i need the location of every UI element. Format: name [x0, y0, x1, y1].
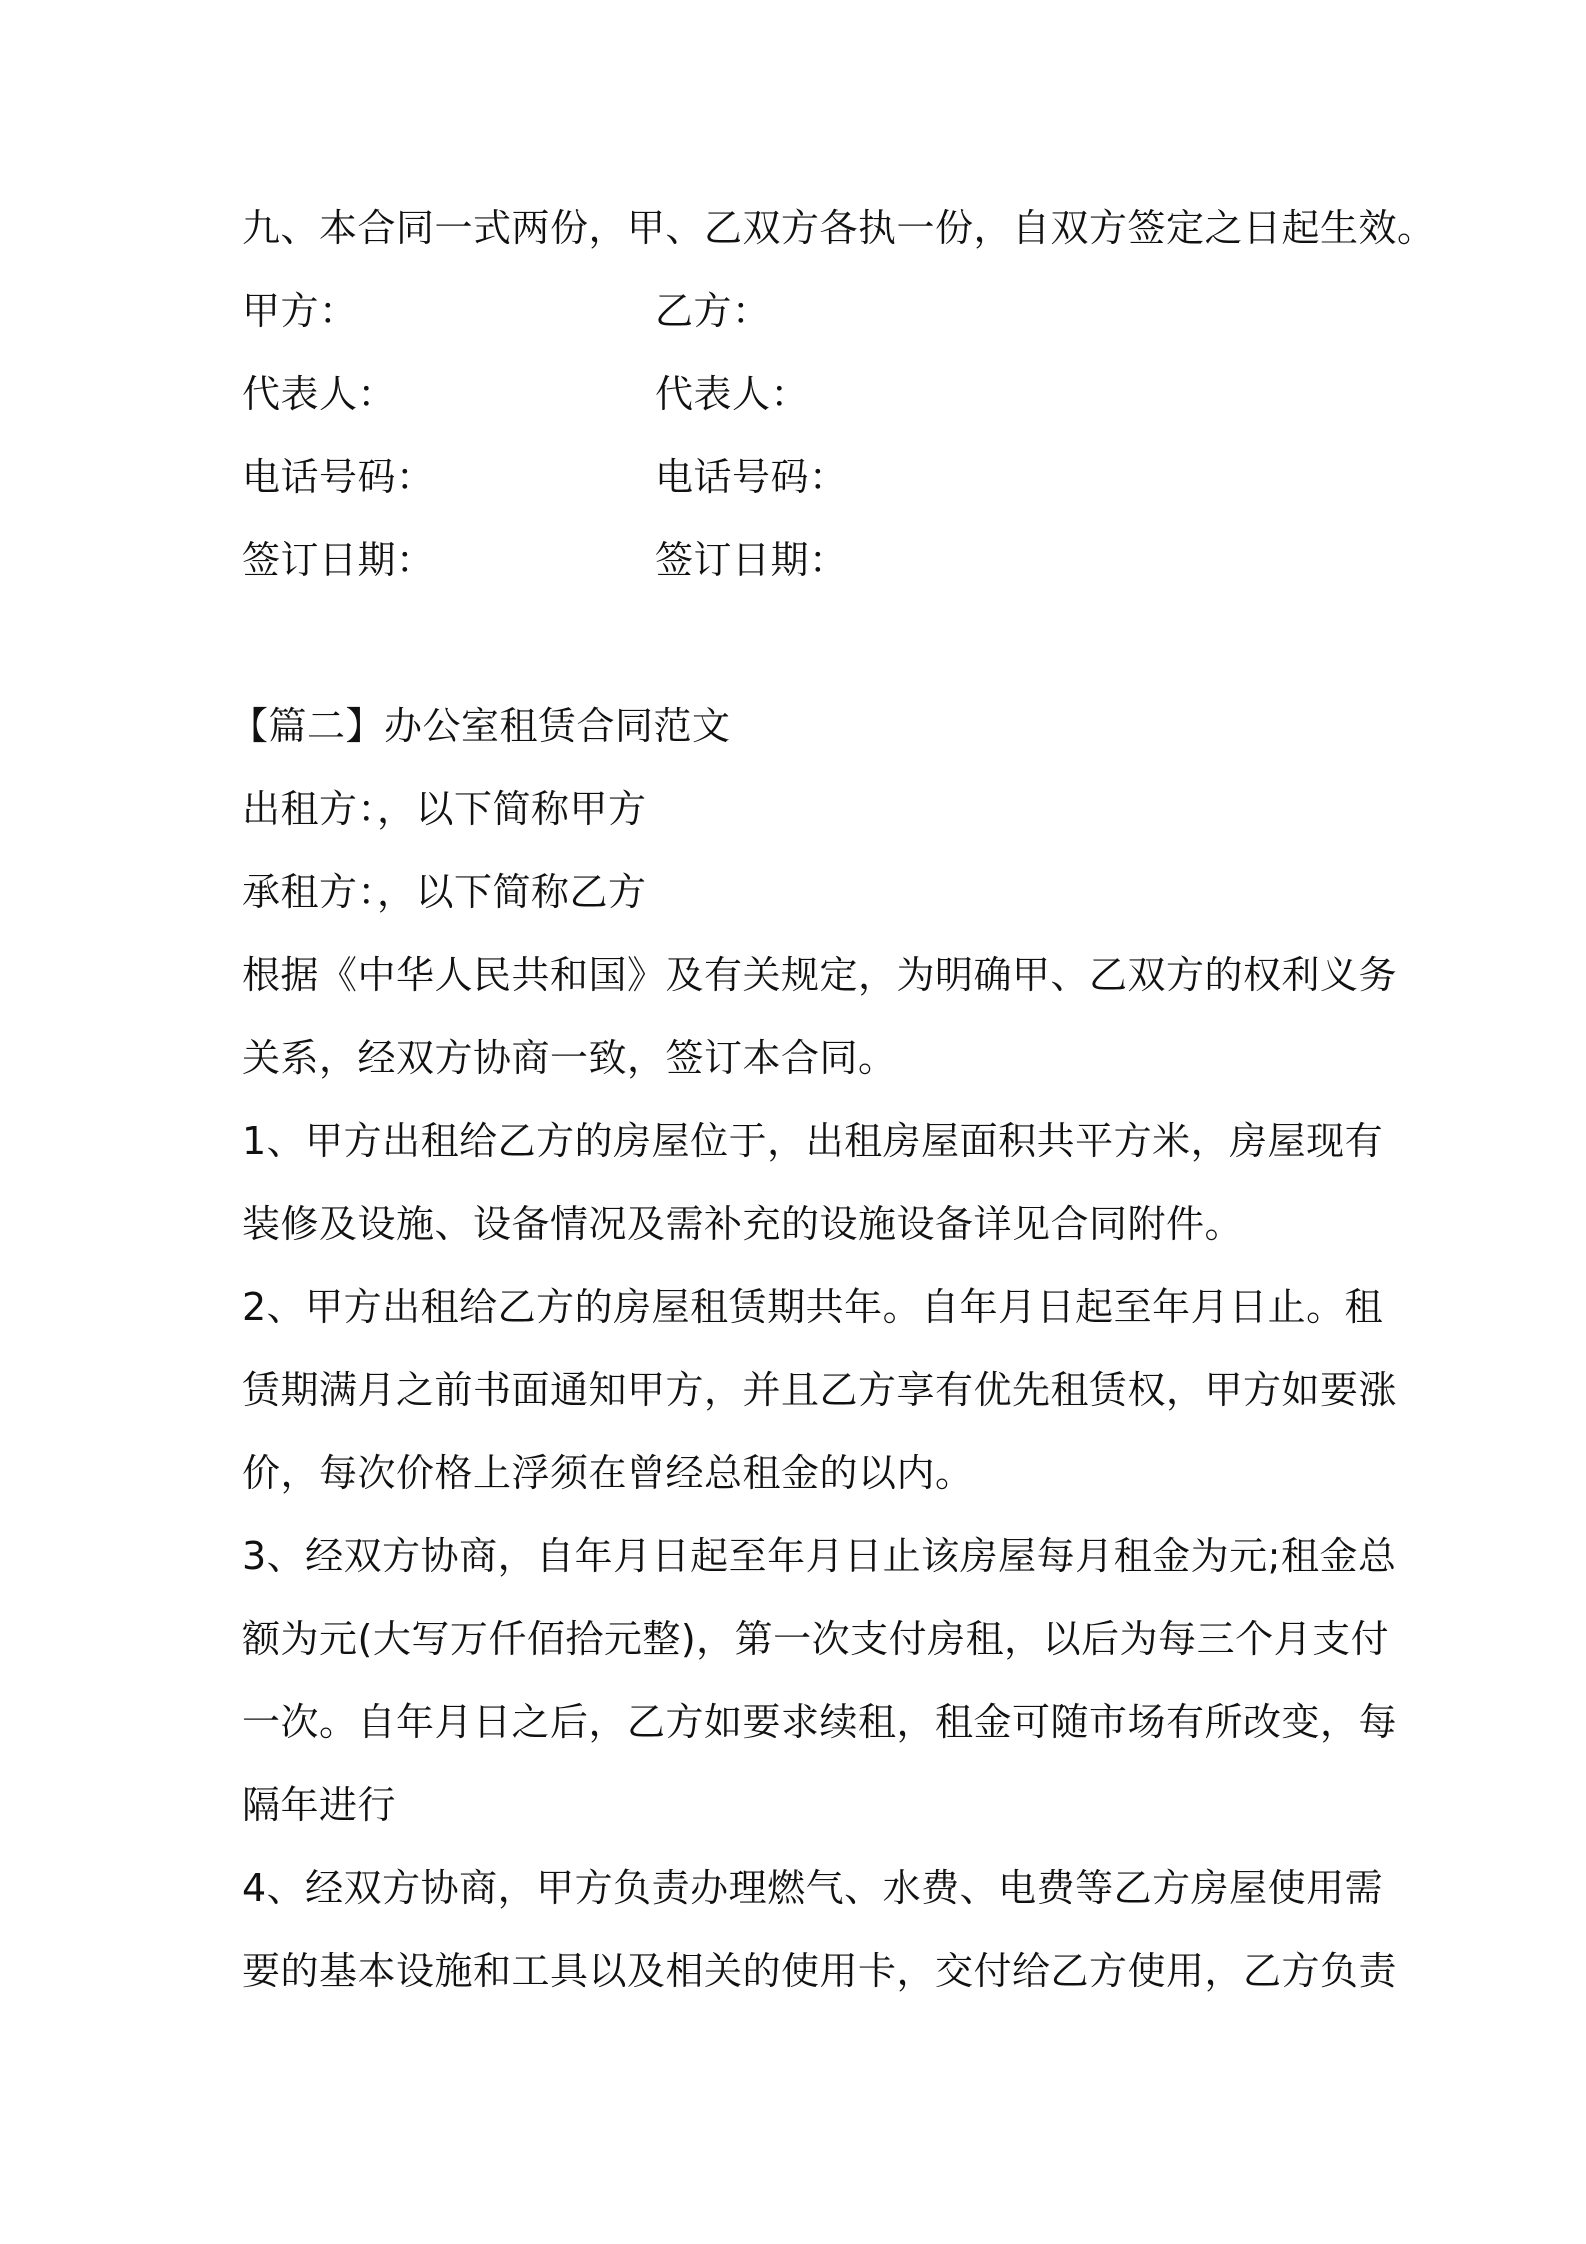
clause3-line-3: 一次。自年月日之后，乙方如要求续租，租金可随市场有所改变，每 [242, 1700, 1398, 1744]
clause-nine: 九、本合同一式两份，甲、乙双方各执一份，自双方签定之日起生效。 [242, 206, 1436, 250]
party-a-label: 甲方： [242, 289, 358, 333]
clause1-line-2: 装修及设施、设备情况及需补充的设施设备详见合同附件。 [242, 1202, 1244, 1246]
section-two-title: 【篇二】办公室租赁合同范文 [230, 704, 731, 748]
clause2-line-2: 赁期满月之前书面通知甲方，并且乙方享有优先租赁权，甲方如要涨 [242, 1368, 1398, 1412]
phone-b-label: 电话号码： [655, 455, 848, 499]
preamble-line-1: 根据《中华人民共和国》及有关规定，为明确甲、乙双方的权利义务 [242, 953, 1398, 997]
clause3-line-2: 额为元(大写万仟佰拾元整)，第一次支付房租，以后为每三个月支付 [242, 1617, 1390, 1661]
sign-date-a-label: 签订日期： [242, 538, 435, 582]
clause3-line-4: 隔年进行 [242, 1783, 397, 1827]
representative-b-label: 代表人： [655, 372, 810, 416]
phone-a-label: 电话号码： [242, 455, 435, 499]
clause2-line-3: 价，每次价格上浮须在曾经总租金的以内。 [242, 1451, 974, 1495]
clause4-line-2: 要的基本设施和工具以及相关的使用卡，交付给乙方使用，乙方负责 [242, 1949, 1398, 1993]
clause4-line-1: 4、经双方协商，甲方负责办理燃气、水费、电费等乙方房屋使用需 [242, 1866, 1384, 1910]
lessee-line: 承租方：，以下简称乙方 [242, 870, 647, 914]
party-b-label: 乙方： [655, 289, 771, 333]
representative-a-label: 代表人： [242, 372, 397, 416]
sign-date-b-label: 签订日期： [655, 538, 848, 582]
clause3-line-1: 3、经双方协商，自年月日起至年月日止该房屋每月租金为元;租金总 [242, 1534, 1397, 1578]
clause2-line-1: 2、甲方出租给乙方的房屋租赁期共年。自年月日起至年月日止。租 [242, 1285, 1384, 1329]
lessor-line: 出租方：，以下简称甲方 [242, 787, 647, 831]
preamble-line-2: 关系，经双方协商一致，签订本合同。 [242, 1036, 897, 1080]
clause1-line-1: 1、甲方出租给乙方的房屋位于，出租房屋面积共平方米，房屋现有 [242, 1119, 1384, 1163]
